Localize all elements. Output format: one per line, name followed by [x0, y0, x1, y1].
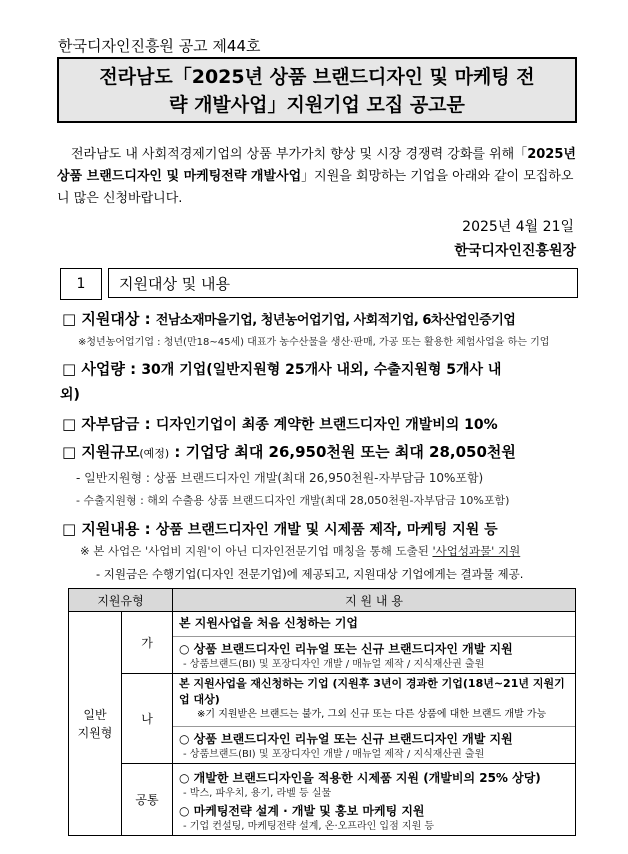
notice-title-box	[57, 57, 577, 123]
row-item-prototype: ○ 개발한 브랜드디자인을 적용한 시제품 지원 (개발비의 25% 상당)	[179, 770, 541, 785]
table-row	[69, 612, 576, 674]
notice-date: 2025년 4월 21일	[462, 219, 574, 235]
intro-paragraph	[57, 144, 583, 210]
scale-label: □ 사업량 :	[62, 360, 142, 378]
row-detail-prototype: - 박스, 파우치, 용기, 라벨 등 실물	[183, 787, 332, 799]
table-row-code: 나	[122, 674, 173, 764]
table-row-content	[173, 674, 576, 764]
section-header	[60, 268, 580, 300]
target-label: □ 지원대상 :	[62, 310, 156, 328]
table-row-content	[173, 612, 576, 674]
table-row-code: 가	[122, 612, 173, 674]
row-head: 본 지원사업을 처음 신청하는 기업	[179, 616, 359, 630]
table-category-general: 일반 지원형	[69, 612, 122, 836]
support-size-item	[62, 441, 516, 462]
notice-number: 한국디자인진흥원 공고 제44호	[58, 37, 261, 55]
scale-value: 30개 기업(일반지원형 25개사 내외, 수출지원형 5개사 내	[141, 362, 502, 378]
table-header-type: 지원유형	[69, 589, 173, 612]
table-header-row	[69, 589, 576, 612]
row-item-marketing: ○ 마케팅전략 설계 · 개발 및 홍보 마케팅 지원	[179, 803, 425, 818]
issuing-org: 한국디자인진흥원장	[454, 243, 576, 259]
support-content-item	[62, 518, 498, 539]
support-content-note-underlined: '사업성과물' 지원	[432, 544, 521, 558]
intro-text-bold: 2025년 상품 브랜드디자인 및 마케팅전략 개발사업	[57, 147, 576, 184]
support-content-value: 상품 브랜드디자인 개발 및 시제품 제작, 마케팅 지원 등	[155, 522, 498, 538]
support-size-general: - 일반지원형 : 상품 브랜드디자인 개발(최대 26,950천원-자부담금 10%포함)	[76, 471, 484, 485]
intro-text-part1: 전라남도 내 사회적경제기업의 상품 부가가치 향상 및 시장 경쟁력 강화를 위해「	[71, 147, 528, 162]
support-content-note2: - 지원금은 수행기업(디자인 전문기업)에 제공되고, 지원대상 기업에게는 결과물 제공.	[96, 567, 524, 581]
scale-continuation: 외)	[60, 387, 80, 403]
self-payment-label: □ 자부담금 :	[62, 415, 156, 433]
table-row-content	[173, 764, 576, 836]
notice-title-line1: 전라남도「2025년 상품 브랜드디자인 및 마케팅 전	[99, 66, 535, 88]
row-item: ○ 상품 브랜드디자인 리뉴얼 또는 신규 브랜드디자인 개발 지원	[179, 642, 513, 656]
table-row	[69, 674, 576, 764]
row-divider	[173, 636, 575, 637]
table-row	[69, 764, 576, 836]
support-type-table	[68, 588, 576, 836]
self-payment-item	[62, 413, 498, 434]
section-title: 지원대상 및 내용	[108, 268, 578, 298]
row-divider	[173, 726, 575, 727]
support-size-value: : 기업당 최대 26,950천원 또는 최대 28,050천원	[169, 443, 516, 461]
support-size-export: - 수출지원형 : 해외 수출용 상품 브랜드디자인 개발(최대 28,050천원-자부담금 10%포함)	[76, 494, 510, 507]
section-number: 1	[60, 268, 102, 300]
row-detail: - 상품브랜드(BI) 및 포장디자인 개발 / 매뉴얼 제작 / 지식재산권 출원	[183, 659, 485, 670]
support-content-label: □ 지원내용 :	[62, 520, 156, 538]
support-content-note	[80, 543, 520, 559]
table-row-code: 공통	[122, 764, 173, 836]
notice-title-line2: 략 개발사업」지원기업 모집 공고문	[169, 94, 465, 116]
support-content-note-text: ※ 본 사업은 '사업비 지원'이 아닌 디자인전문기업 매칭을 통해 도출된	[80, 544, 433, 558]
row-detail: - 상품브랜드(BI) 및 포장디자인 개발 / 매뉴얼 제작 / 지식재산권 출원	[183, 749, 485, 760]
table-header-content: 지 원 내 용	[173, 589, 576, 612]
row-item: ○ 상품 브랜드디자인 리뉴얼 또는 신규 브랜드디자인 개발 지원	[179, 732, 513, 746]
scale-item	[62, 358, 501, 379]
self-payment-value: 디자인기업이 최종 계약한 브랜드디자인 개발비의 10%	[155, 417, 498, 433]
target-note: ※청년농어업기업 : 청년(만18~45세) 대표가 농수산물을 생산·판매, 가공 또는 활용한 체험사업을 하는 기업	[78, 337, 550, 348]
target-item	[62, 308, 515, 329]
support-size-paren: (예정)	[139, 447, 170, 460]
row-detail-marketing: - 기업 컨설팅, 마케팅전략 설계, 온·오프라인 입점 지원 등	[183, 820, 435, 832]
support-size-label: □ 지원규모	[62, 443, 140, 461]
row-star-note: ※기 지원받은 브랜드는 불가, 그외 신규 또는 다른 상품에 대한 브랜드 개발 가능	[197, 709, 547, 720]
intro-text-part2: 」지원을 회망하는 기업을 아래와 같이 모집하오니 많은 신청바랍니다.	[57, 169, 574, 206]
row-head: 본 지원사업을 재신청하는 기업 (지원후 3년이 경과한 기업(18년~21년 지원기업 대상)	[179, 677, 565, 706]
target-value: 전남소재마을기업, 청년농어업기업, 사회적기업, 6차산업인증기업	[155, 313, 516, 328]
